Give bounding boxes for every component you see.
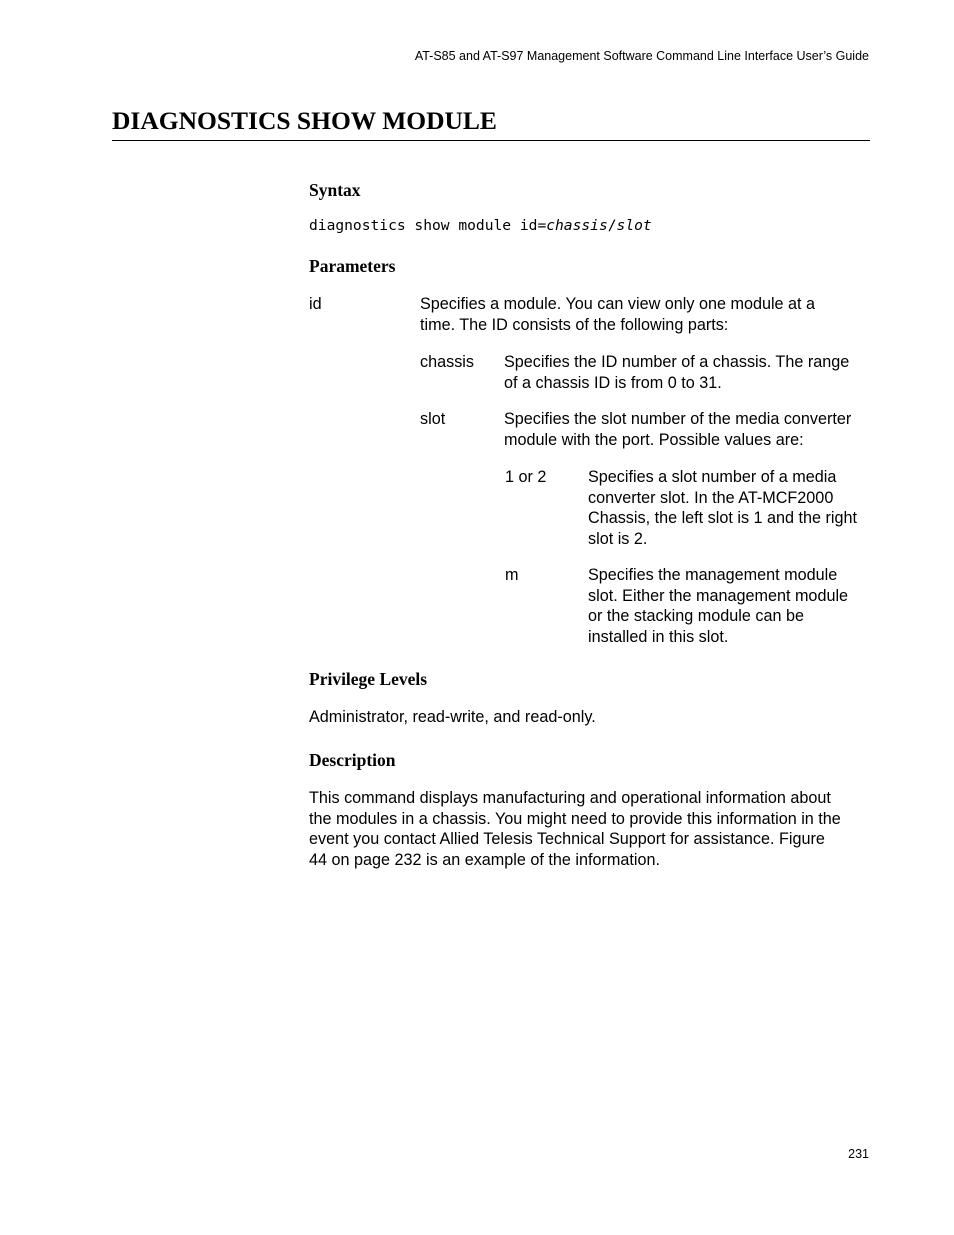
syntax-separator: / <box>607 217 617 234</box>
description-line: event you contact Allied Telesis Technical Support for assistance. Figure <box>309 830 825 848</box>
slot-value-desc <box>588 467 857 549</box>
privilege-heading: Privilege Levels <box>309 669 428 689</box>
slot-value-desc-line: converter slot. In the AT-MCF2000 <box>588 488 834 507</box>
slot-value-desc-line: slot. Either the management module <box>588 586 849 605</box>
slot-value-desc-line: Specifies a slot number of a media <box>588 468 837 486</box>
description-line: 44 on page 232 is an example of the information. <box>309 850 660 869</box>
syntax-command <box>309 217 652 234</box>
param-slot-desc <box>504 409 851 450</box>
description-heading: Description <box>309 750 396 770</box>
privilege-text: Administrator, read-write, and read-only. <box>309 708 596 726</box>
param-chassis-term: chassis <box>420 353 474 371</box>
slot-value-desc-line: Chassis, the left slot is 1 and the right <box>588 509 858 527</box>
description-text <box>309 788 841 870</box>
slot-value-desc-line: Specifies the management module <box>588 566 838 584</box>
param-chassis-desc-line: of a chassis ID is from 0 to 31. <box>504 373 722 392</box>
param-id-desc <box>420 294 815 335</box>
slot-value-desc-line: installed in this slot. <box>588 627 729 646</box>
syntax-command-text: diagnostics show module id= <box>309 217 547 234</box>
page-number: 231 <box>848 1147 869 1161</box>
parameters-heading: Parameters <box>309 256 396 276</box>
title-divider <box>112 140 870 141</box>
param-slot-desc-line: Specifies the slot number of the media converter <box>504 410 852 428</box>
param-chassis-desc-line: Specifies the ID number of a chassis. The range <box>504 353 850 371</box>
slot-value-desc <box>588 565 848 647</box>
page-title: DIAGNOSTICS SHOW MODULE <box>112 106 497 135</box>
param-slot-desc-line: module with the port. Possible values are: <box>504 430 804 449</box>
description-line: This command displays manufacturing and operational information about <box>309 789 831 807</box>
slot-value-desc-line: slot is 2. <box>588 529 648 548</box>
syntax-heading: Syntax <box>309 180 361 200</box>
param-chassis-desc <box>504 352 849 393</box>
description-line: the modules in a chassis. You might need to provide this information in the <box>309 809 841 828</box>
syntax-arg-slot: slot <box>616 217 652 234</box>
param-id-term: id <box>309 295 322 313</box>
syntax-arg-chassis: chassis <box>546 217 608 234</box>
slot-value-term: m <box>505 566 519 584</box>
slot-value-term: 1 or 2 <box>505 468 547 486</box>
slot-value-desc-line: or the stacking module can be <box>588 607 804 625</box>
running-header: AT-S85 and AT-S97 Management Software Command Line Interface User’s Guide <box>414 49 869 63</box>
param-slot-term: slot <box>420 410 446 428</box>
param-id-desc-line: Specifies a module. You can view only one module at a <box>420 295 816 313</box>
param-id-desc-line: time. The ID consists of the following parts: <box>420 315 729 334</box>
